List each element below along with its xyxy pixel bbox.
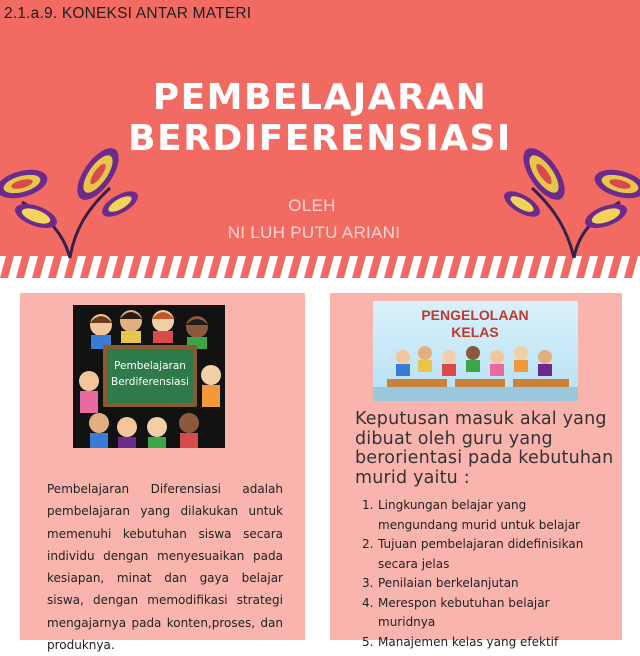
image-heading-line2: KELAS	[451, 324, 499, 340]
definition-paragraph: Pembelajaran Diferensiasi adalah pembelajaran yang dilakukan untuk memenuhi kebutuhan siswa secara individu dengan menyesuaikan pada kesiapan, minat dan gaya belajar siswa, dengan memodifikasi strategi mengajarnya pada konten,proses, dan produknya.	[47, 482, 283, 653]
image-heading-line1: PENGELOLAAN	[421, 307, 529, 323]
author-name: NI LUH PUTU ARIANI	[227, 223, 401, 242]
list-item: 2. Tujuan pembelajaran didefinisikan secara jelas	[362, 537, 584, 571]
differentiated-learning-illustration	[73, 305, 225, 448]
module-code: 2.1.a.9. KONEKSI ANTAR MATERI	[4, 5, 252, 22]
page-title-line1: PEMBELAJARAN	[152, 77, 488, 118]
image-label-line2: Berdiferensiasi	[111, 376, 189, 388]
leaf-branch-right-icon	[502, 140, 640, 260]
needs-list	[362, 496, 602, 652]
list-item: 4. Merespon kebutuhan belajar muridnya	[362, 595, 550, 629]
classroom-management-illustration	[373, 301, 578, 401]
leaf-branch-left-icon	[0, 140, 140, 260]
list-item: 5. Manajemen kelas yang efektif	[362, 634, 559, 649]
image-label-line1: Pembelajaran	[114, 360, 186, 372]
byline-label: OLEH	[288, 196, 336, 215]
list-item: 1. Lingkungan belajar yang mengundang murid untuk belajar	[362, 498, 581, 532]
page-title-line2: BERDIFERENSIASI	[128, 118, 512, 159]
decision-statement: Keputusan masuk akal yang dibuat oleh guru yang berorientasi pada kebutuhan murid yaitu :	[355, 409, 614, 488]
list-item: 3. Penilaian berkelanjutan	[362, 576, 519, 590]
